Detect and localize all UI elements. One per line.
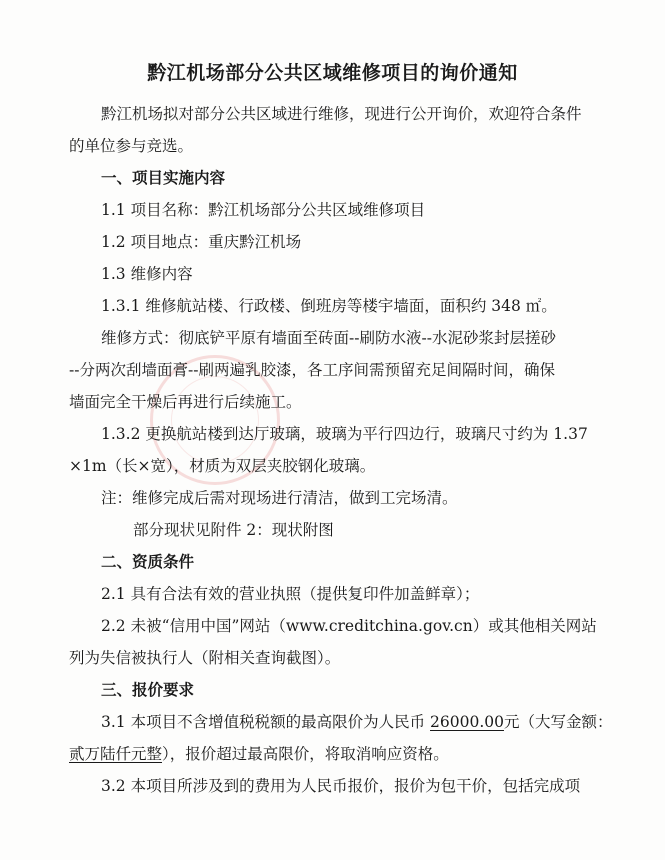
method-line-1: 维修方式：彻底铲平原有墙面至砖面--刷防水液--水泥砂浆封层搓砂 [101,329,556,347]
note-line: 注：维修完成后需对现场进行清洁，做到工完场清。 [101,489,458,507]
section-3-heading: 三、报价要求 [101,681,195,699]
item-1-2: 1.2 项目地点：重庆黔江机场 [101,233,302,251]
item-2-1: 2.1 具有合法有效的营业执照（提供复印件加盖鲜章）； [101,585,480,603]
item-3-1-prefix: 3.1 本项目不含增值税税额的最高限价为人民币 [101,713,431,731]
section-2-heading: 二、资质条件 [101,553,195,571]
item-1-3-2-line-2: ×1m（长×宽），材质为双层夹胶钢化玻璃。 [69,457,376,475]
item-2-2-line-2: 列为失信被执行人（附相关查询截图）。 [69,649,341,667]
max-price-unit: 元 [503,713,520,731]
section-1-heading: 一、项目实施内容 [101,169,226,187]
max-price-amount: 26000.00 [430,713,504,731]
item-3-1-line-2 [69,744,449,764]
max-price-amount-words: 贰万陆仟元整 [69,745,163,763]
item-3-2: 3.2 本项目所涉及到的费用为人民币报价，报价为包干价，包括完成项 [101,777,581,795]
item-3-1-rest: ），报价超过最高限价，将取消响应资格。 [162,745,449,763]
item-2-2-line-1: 2.2 未被“信用中国”网站（www.creditchina.gov.cn）或其他相关网站 [101,617,597,635]
red-seal-stamp-inner-ring [171,376,259,464]
intro-line-1: 黔江机场拟对部分公共区域进行维修，现进行公开询价，欢迎符合条件 [101,105,582,123]
item-1-3: 1.3 维修内容 [101,265,193,283]
method-line-2: --分两次刮墙面膏--刷两遍乳胶漆，各工序间需预留充足间隔时间，确保 [69,361,555,379]
item-3-1-suffix: （大写金额： [519,713,613,731]
document-title: 黔江机场部分公共区域维修项目的询价通知 [147,62,518,84]
item-1-3-2-line-1: 1.3.2 更换航站楼到达厅玻璃，玻璃为平行四边行，玻璃尺寸约为 1.37 [101,425,588,443]
item-1-3-1: 1.3.1 维修航站楼、行政楼、倒班房等楼宇墙面，面积约 348 ㎡。 [101,297,557,315]
item-3-1-line-1 [101,712,613,732]
method-line-3: 墙面完全干燥后再进行后续施工。 [69,393,302,411]
attachment-reference: 部分现状见附件 2：现状附图 [133,521,334,539]
intro-line-2: 的单位参与竞选。 [69,137,194,155]
item-1-1: 1.1 项目名称：黔江机场部分公共区域维修项目 [101,201,426,219]
